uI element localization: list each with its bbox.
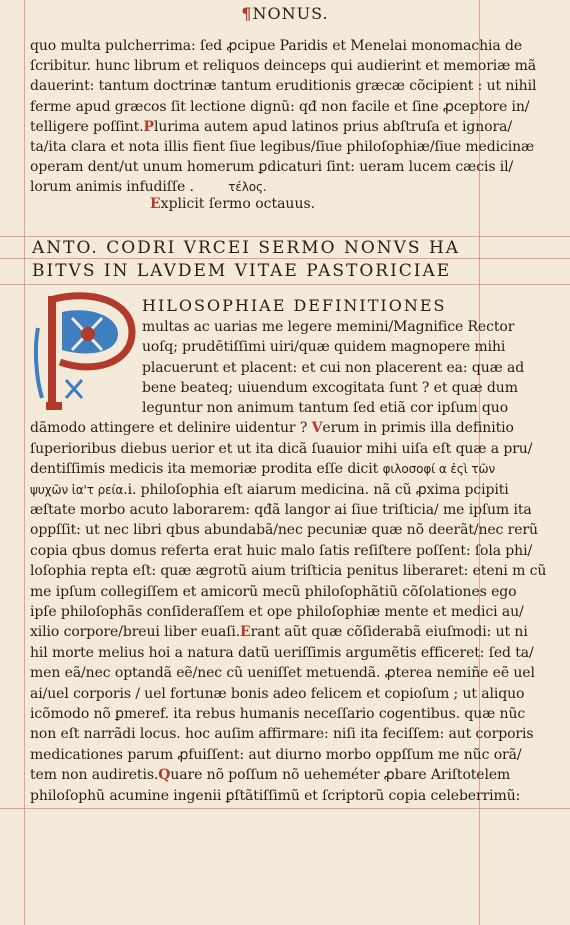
rubric-initial: P bbox=[143, 119, 154, 135]
greek-quotation: φιλοσοφί α ἐςὶ τῶν bbox=[382, 462, 496, 476]
text-segment: dentiſſimis medicis ita memoriæ prodita eſſe dicit bbox=[30, 461, 379, 477]
section-heading: HILOSOPHIAE DEFINITIONES bbox=[142, 296, 447, 315]
header-title: NONUS. bbox=[252, 4, 329, 23]
text-line: me ipſum collegiſſem et amicorũ mecũ philoſophãtiũ cõſolationes ego bbox=[30, 584, 517, 600]
rule-title-bottom bbox=[0, 284, 570, 285]
paragraph-mark: ¶ bbox=[241, 4, 253, 23]
text-line bbox=[30, 765, 511, 786]
text-line: copia qbus domus referta erat huic malo ſatis reſiſtere poſſent: ſola phi/ bbox=[30, 543, 533, 559]
explicit-line bbox=[150, 196, 315, 212]
text-line: philoſophũ acumine ingenii ꝑſtãtiſſimũ et ſcriptorũ copia celeberrimũ: bbox=[30, 788, 521, 804]
sermon-title-line: ANTO. CODRI VRCEI SERMO NONVS HA bbox=[32, 238, 461, 258]
greek-quotation: ψυχῶν ἰα'τ ρεία bbox=[30, 483, 124, 497]
text-line: non eſt narrãdi locus. hoc auſim affirmare: niſi ita feciſſem: aut corporis bbox=[30, 726, 534, 742]
text-segment: uare nõ poſſum nõ ueheméter ꝓbare Ariſtotelem bbox=[170, 767, 511, 783]
text-segment: erum in primis illa definitio bbox=[322, 420, 514, 436]
text-line bbox=[30, 480, 509, 501]
text-line: bene beateq; uiuendum excogitata ſunt ? et quæ dum bbox=[142, 380, 518, 396]
text-line bbox=[30, 117, 512, 138]
text-line: loſophia repta eſt: quæ ægrotũ aium triſticia penitus liberaret: eteni m cũ bbox=[30, 563, 547, 579]
text-line: æſtate morbo acuto laborarem: qđã langor ai ſiue triſticia/ me ipſum ita bbox=[30, 502, 532, 518]
text-line bbox=[30, 177, 480, 198]
text-segment: xilio corpore/breui liber euaſi. bbox=[30, 624, 241, 640]
text-line: leguntur non animum tantum ſed etiã cor ipſum quo bbox=[142, 400, 509, 416]
rubric-initial: V bbox=[311, 420, 323, 436]
rubric-initial: Q bbox=[158, 767, 171, 783]
explicit-text: xplicit ſermo octauus. bbox=[160, 196, 316, 212]
text-line bbox=[30, 622, 528, 643]
text-line: ſcribitur. hunc librum et reliquos deinceps qui audierint et memoriæ mã bbox=[30, 58, 537, 74]
text-segment: lurima autem apud latinos prius abſtruſa et ignora/ bbox=[153, 119, 512, 135]
text-line bbox=[30, 459, 496, 480]
text-segment: .i. philoſophia eſt aiarum medicina. nã cũ ꝓxima pcipiti bbox=[123, 482, 509, 498]
text-line: oppſſit: ut nec libri qbus abundabã/nec pecuniæ quæ nõ deerãt/nec rerũ bbox=[30, 522, 538, 538]
sermon-title-line: BITVS IN LAVDEM VITAE PASTORICIAE bbox=[32, 261, 452, 281]
text-line: ſuperioribus diebus uerior et ut ita dicã ſuauior mihi uiſa eſt quæ a pru/ bbox=[30, 441, 533, 457]
margin-rule-left bbox=[24, 0, 25, 925]
text-segment: rant aũt quæ cõſiderabã eiuſmodi: ut ni bbox=[250, 624, 528, 640]
greek-telos: τέλος. bbox=[228, 180, 267, 194]
rule-bottom bbox=[0, 808, 570, 809]
text-line: medicationes parum ꝓfuiſſent: aut diurno morbo oppſſum me nũc orã/ bbox=[30, 747, 522, 763]
text-segment: lorum animis infudiſſe . bbox=[30, 179, 194, 195]
text-line: multas ac uarias me legere memini/Magnifice Rector bbox=[142, 319, 515, 335]
text-line: ta/ita clara et nota illis fient ſiue legibus/ſiue philoſophiæ/ſiue medicinæ bbox=[30, 139, 535, 155]
text-line: icõmodo nõ ꝑmeref. ita rebus humanis neceſſario cogentibus. quæ nũc bbox=[30, 706, 526, 722]
text-segment: tem non audiretis. bbox=[30, 767, 159, 783]
decorated-initial-p bbox=[32, 288, 140, 416]
text-segment: dãmodo attingere et delinire uidentur ? bbox=[30, 420, 308, 436]
text-line: ferme apud græcos ſit lectione dignũ: qđ non facile et ſine ꝓceptore in/ bbox=[30, 99, 530, 115]
text-line: dauerint: tantum doctrinæ tantum eruditionis græcæ cõcipient : ut nihil bbox=[30, 78, 537, 94]
rubric-initial: E bbox=[150, 196, 161, 212]
text-line: operam dent/ut unum homerum ꝑdicaturi ſint: ueram lucem cæcis il/ bbox=[30, 159, 514, 175]
running-header bbox=[0, 4, 570, 23]
text-line: hil morte melius hoi a natura datũ ueriſſimis argumẽtis efficeret: ſed ta/ bbox=[30, 645, 534, 661]
text-line: uoſq; prudētiſſimi uiri/quæ quidem magnopere mihi bbox=[142, 339, 506, 355]
text-line: ipſe philoſophãs conſideraſſem et ope philoſophiæ mente et medici au/ bbox=[30, 604, 524, 620]
text-segment: telligere poſſint. bbox=[30, 119, 144, 135]
rubric-initial: E bbox=[240, 624, 251, 640]
text-line: quo multa pulcherrima: ſed ꝓcipue Paridis et Menelai monomachia de bbox=[30, 38, 523, 54]
text-line: ai/uel corporis / uel fortunæ bonis adeo felicem et copioſum ; ut aliquo bbox=[30, 686, 525, 702]
text-line: men eã/nec optandã eẽ/nec cũ ueniſſet metuendã. ꝓterea nemiñe eẽ uel bbox=[30, 665, 535, 681]
text-line: placuerunt et placent: et cui non placerent ea: quæ ad bbox=[142, 360, 525, 376]
text-line bbox=[30, 418, 514, 439]
